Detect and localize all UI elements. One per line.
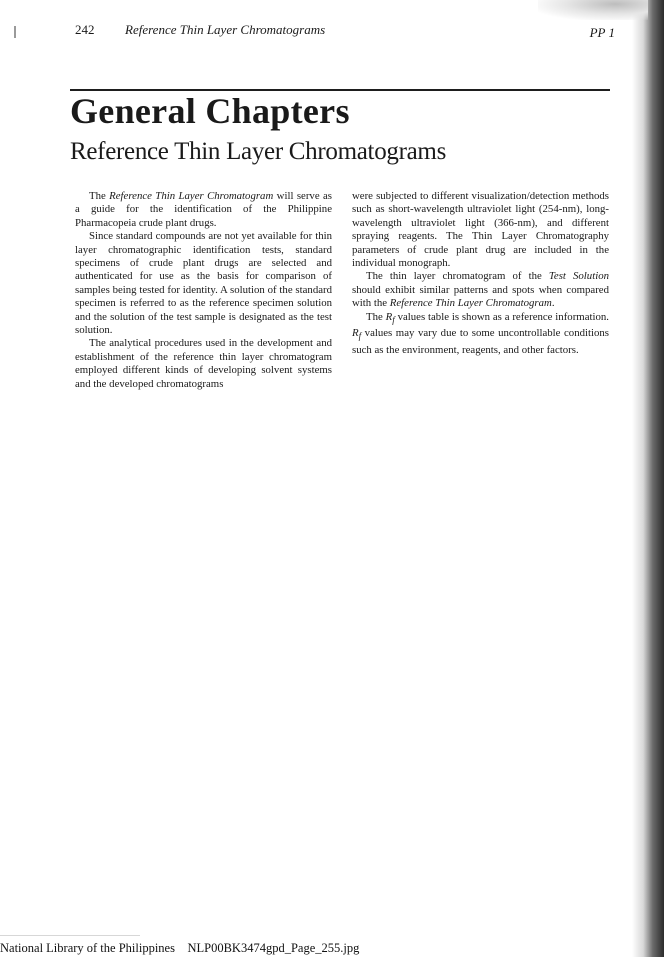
page-edge-shadow <box>632 0 664 957</box>
footer-filename: NLP00BK3474gpd_Page_255.jpg <box>187 941 360 955</box>
paragraph: Since standard compounds are not yet available for thin layer chromatographic identification tests, standard specimens of crude plant drugs are selected and authenticated for use as the basis for comparison of samples being tested for identity. A solution of the standard specimen is referred to as the reference specimen solution and the solution of the test sample is designated as the test solution. <box>75 230 332 337</box>
paragraph: were subjected to different visualization/detection methods such as short-wavelength ultraviolet light (254-nm), long-wavelength ultraviolet light (366-nm), and different spraying reagents. The Thin Layer Chromatography parameters of crude plant drug are included in the individual monograph. <box>352 190 609 270</box>
chapter-subtitle: Reference Thin Layer Chromatograms <box>70 138 446 165</box>
paragraph: The analytical procedures used in the development and establishment of the reference thin layer chromatogram employed different kinds of developing solvent systems and the developed chromatograms <box>75 337 332 390</box>
running-title: Reference Thin Layer Chromatograms <box>125 22 326 37</box>
page-number: 242 <box>75 22 95 37</box>
right-column <box>352 190 609 357</box>
paragraph: The $R_f$ values table is shown as a reference information. $R_f$ values may vary due to some uncontrollable conditions such as the environment, reagents, and other factors. <box>352 310 609 356</box>
footer <box>0 941 359 956</box>
footer-library: National Library of the Philippines <box>0 941 175 955</box>
scan-blot <box>538 0 648 20</box>
section-code: PP 1 <box>589 25 615 40</box>
paragraph: The Reference Thin Layer Chromatogram will serve as a guide for the identification of the Philippine Pharmacopeia crude plant drugs. <box>75 190 332 229</box>
scan-speck <box>14 26 16 38</box>
paragraph: The thin layer chromatogram of the Test Solution should exhibit similar patterns and spots when compared with the Reference Thin Layer Chromatogram. <box>352 270 610 310</box>
running-header <box>75 22 615 40</box>
left-column <box>75 190 332 391</box>
chapter-title: General Chapters <box>70 91 350 131</box>
